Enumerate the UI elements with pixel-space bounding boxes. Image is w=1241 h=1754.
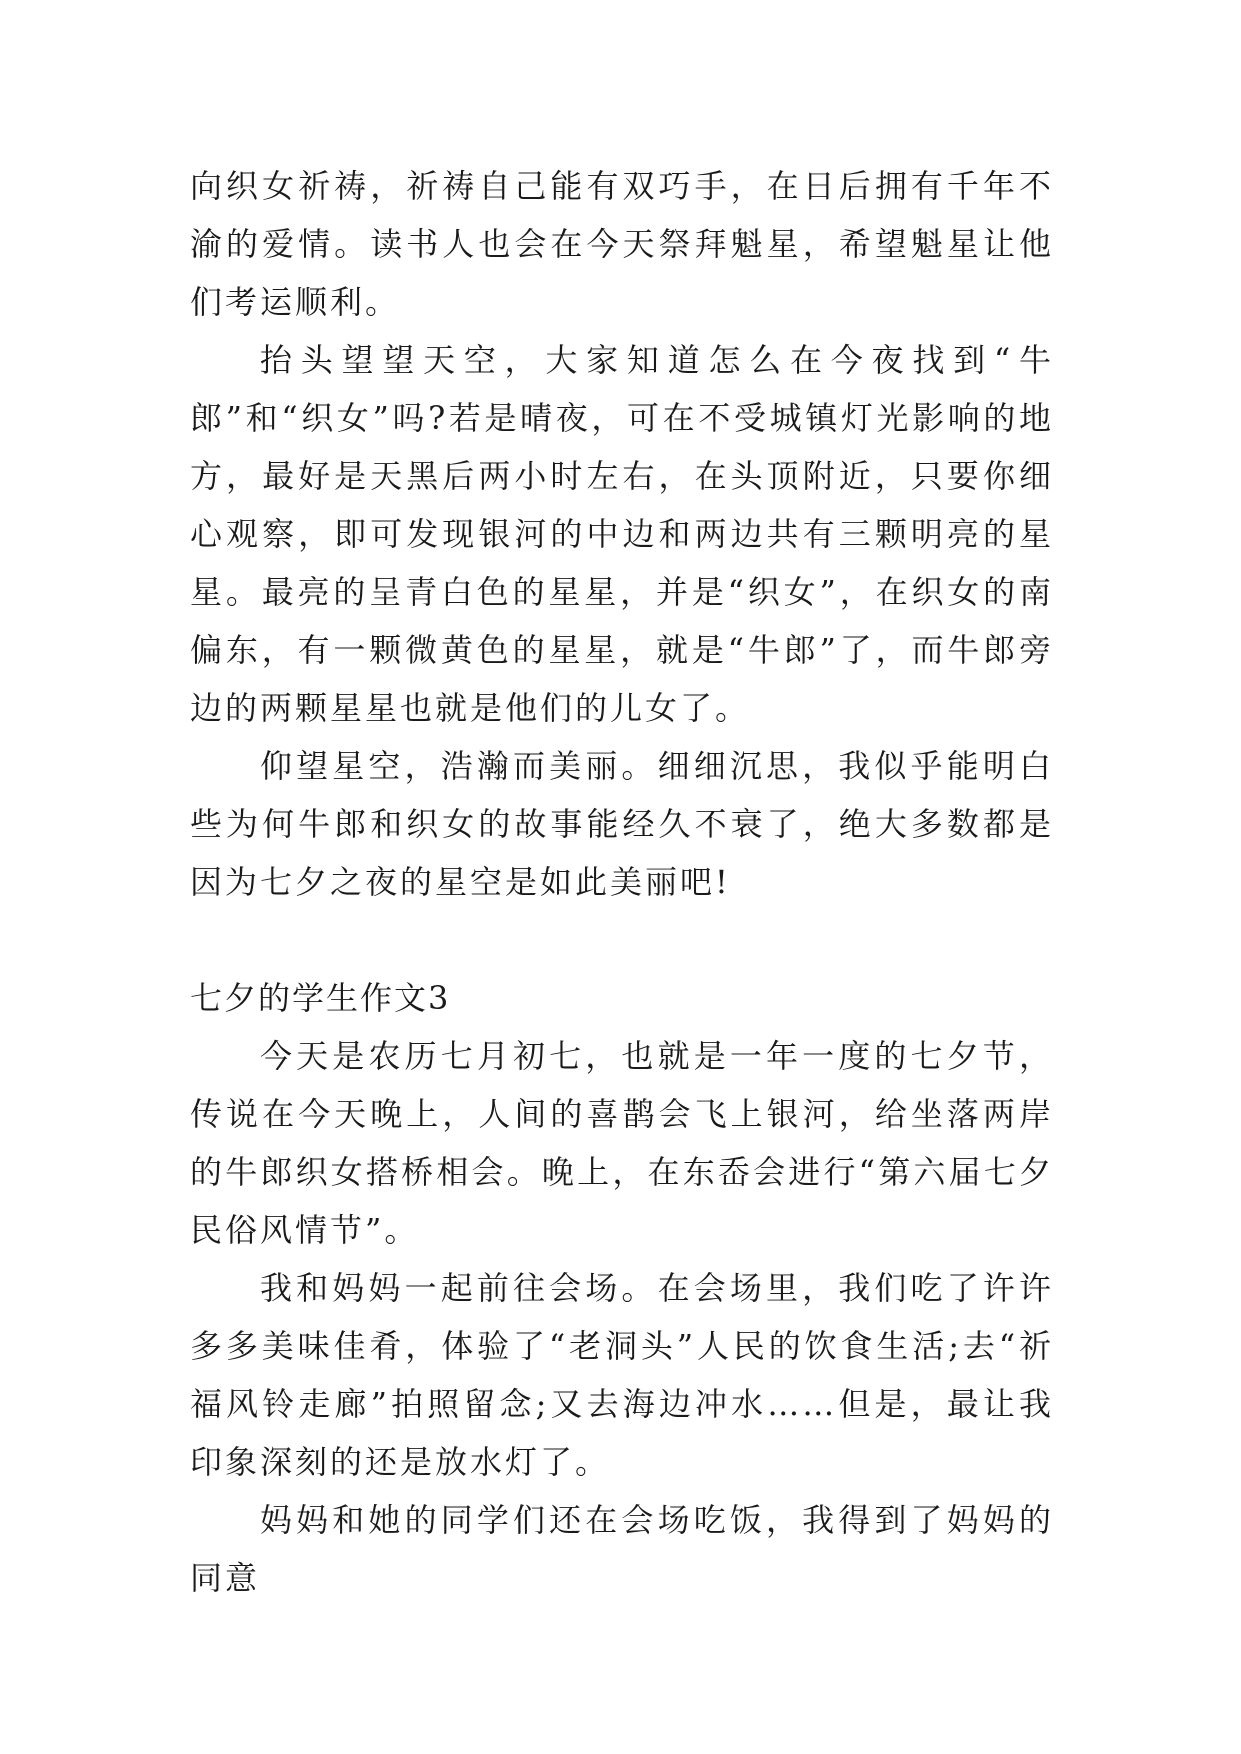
paragraph-qixi-festival: 今天是农历七月初七，也就是一年一度的七夕节，传说在今天晚上，人间的喜鹊会飞上银河，给坐落两岸的牛郎织女搭桥相会。晚上，在东岙会进行“第六届七夕民俗风情节”。 [190,1037,1054,1249]
section-title: 七夕的学生作文3 [190,979,451,1017]
document-body [190,157,1054,1607]
paragraph-continued: 向织女祈祷，祈祷自己能有双巧手，在日后拥有千年不渝的爱情。读书人也会在今天祭拜魁星，希望魁星让他们考运顺利。 [190,167,1054,321]
paragraph-starry-sky: 仰望星空，浩瀚而美丽。细细沉思，我似乎能明白些为何牛郎和织女的故事能经久不衰了，绝大多数都是因为七夕之夜的星空是如此美丽吧! [190,747,1054,901]
paragraph-venue: 我和妈妈一起前往会场。在会场里，我们吃了许许多多美味佳肴，体验了“老洞头”人民的饮食生活;去“祈福风铃走廊”拍照留念;又去海边冲水……但是，最让我印象深刻的还是放水灯了。 [190,1269,1054,1481]
paragraph-find-stars: 抬头望望天空，大家知道怎么在今夜找到“牛郎”和“织女”吗?若是晴夜，可在不受城镇灯光影响的地方，最好是天黑后两小时左右，在头顶附近，只要你细心观察，即可发现银河的中边和两边共有三颗明亮的星星。最亮的呈青白色的星星，并是“织女”，在织女的南偏东，有一颗微黄色的星星，就是“牛郎”了，而牛郎旁边的两颗星星也就是他们的儿女了。 [190,341,1054,727]
paragraph-mom-classmates: 妈妈和她的同学们还在会场吃饭，我得到了妈妈的同意 [190,1501,1054,1597]
